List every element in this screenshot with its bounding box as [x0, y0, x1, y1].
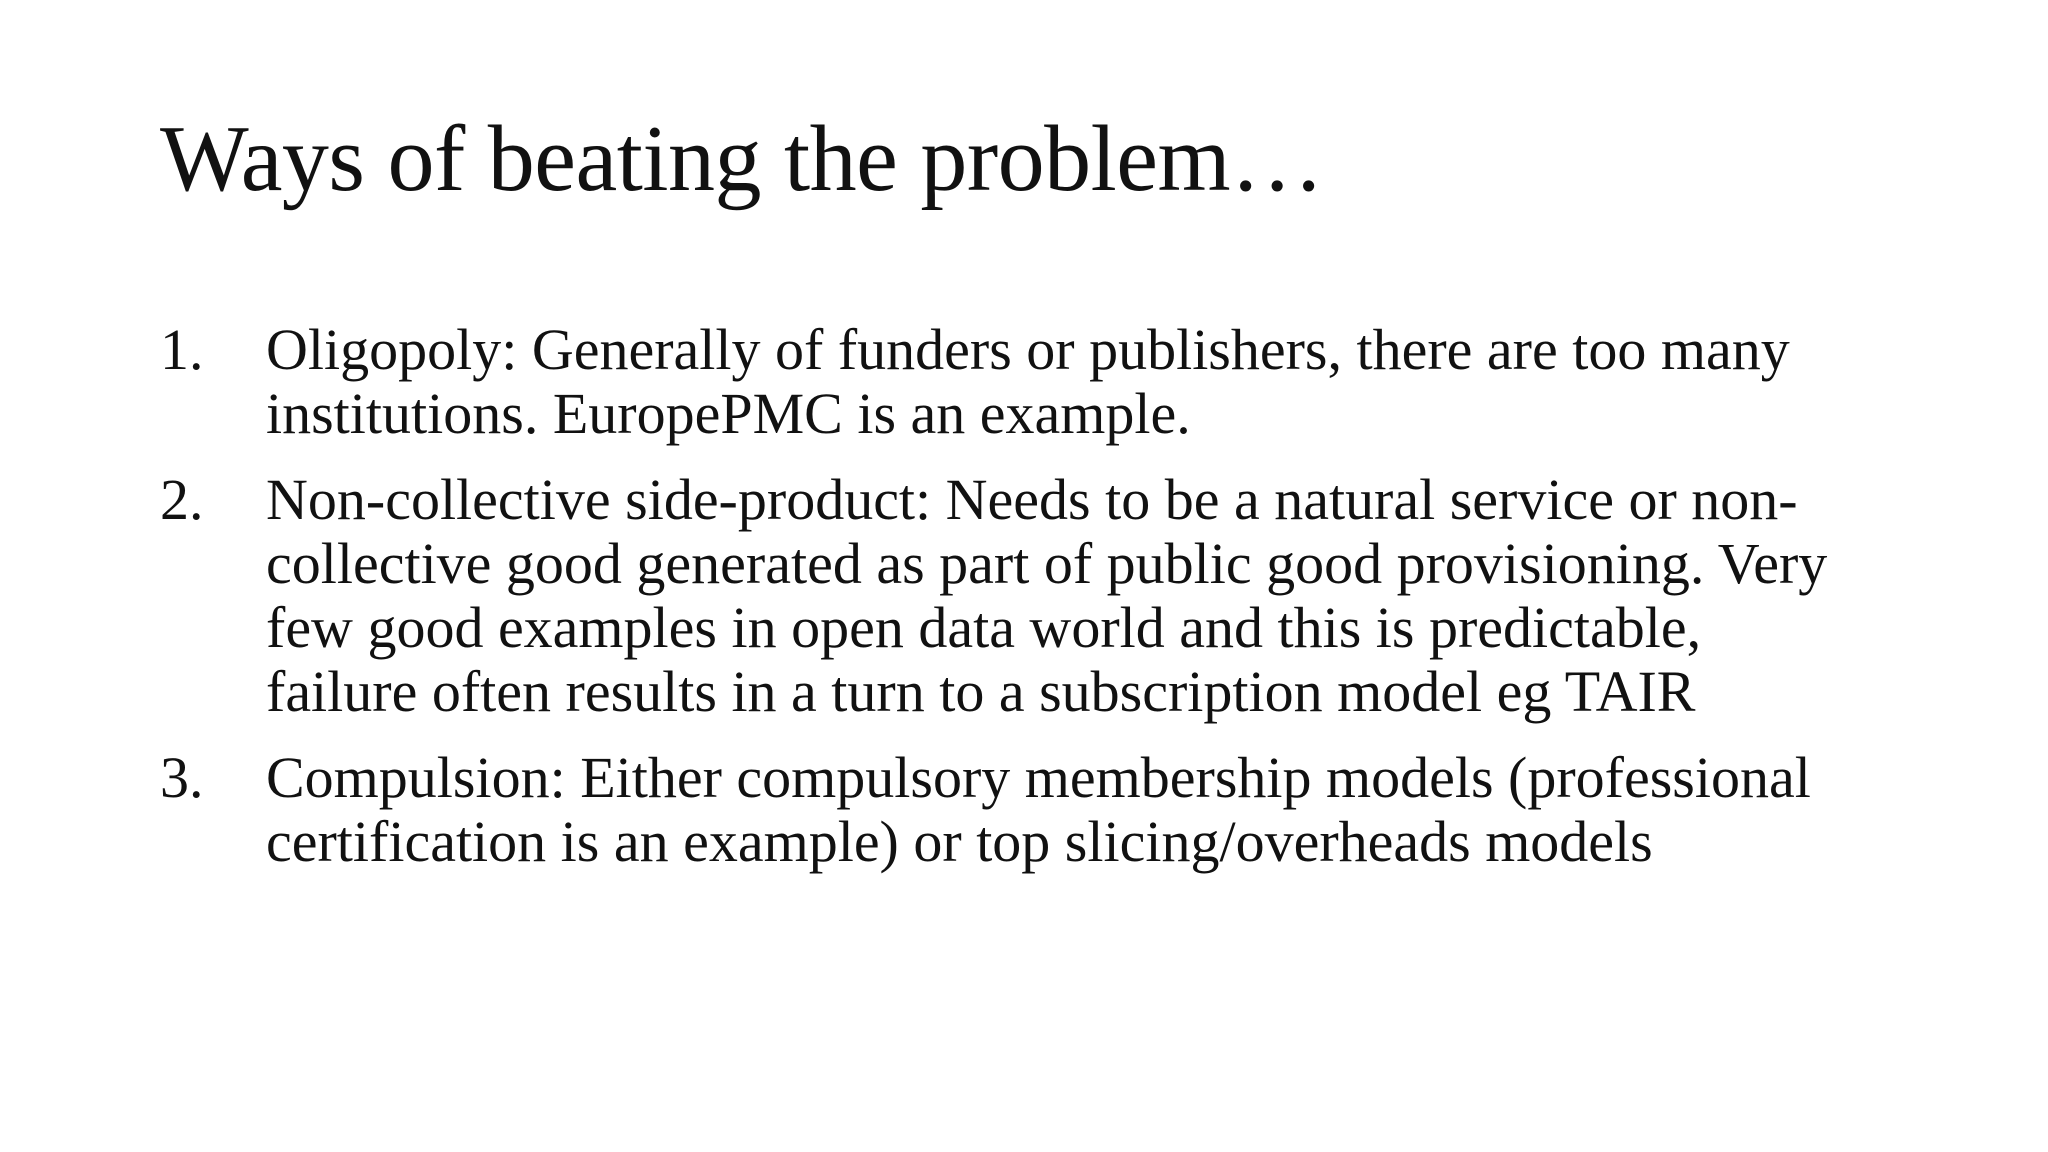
list-item-number: 3.: [160, 745, 204, 810]
list-item-number: 2.: [160, 467, 204, 532]
list-item: [160, 318, 1900, 446]
list-item-number: 1.: [160, 317, 204, 382]
list-item-text: Compulsion: Either compulsory membership models (professional certification is an example) or top slicing/overheads models: [266, 745, 1811, 874]
numbered-list: [160, 318, 1900, 896]
list-item: [160, 746, 1900, 874]
slide-title: Ways of beating the problem…: [160, 107, 1324, 211]
list-item-text: Oligopoly: Generally of funders or publishers, there are too many institutions. EuropePMC is an example.: [266, 317, 1790, 446]
list-item: [160, 468, 1900, 724]
list-item-text: Non-collective side-product: Needs to be a natural service or non- collective good generated as part of public good provisioning. Very few good examples in open data world and this is predictable, failure often results in a turn to a subscription model eg TAIR: [266, 467, 1828, 724]
